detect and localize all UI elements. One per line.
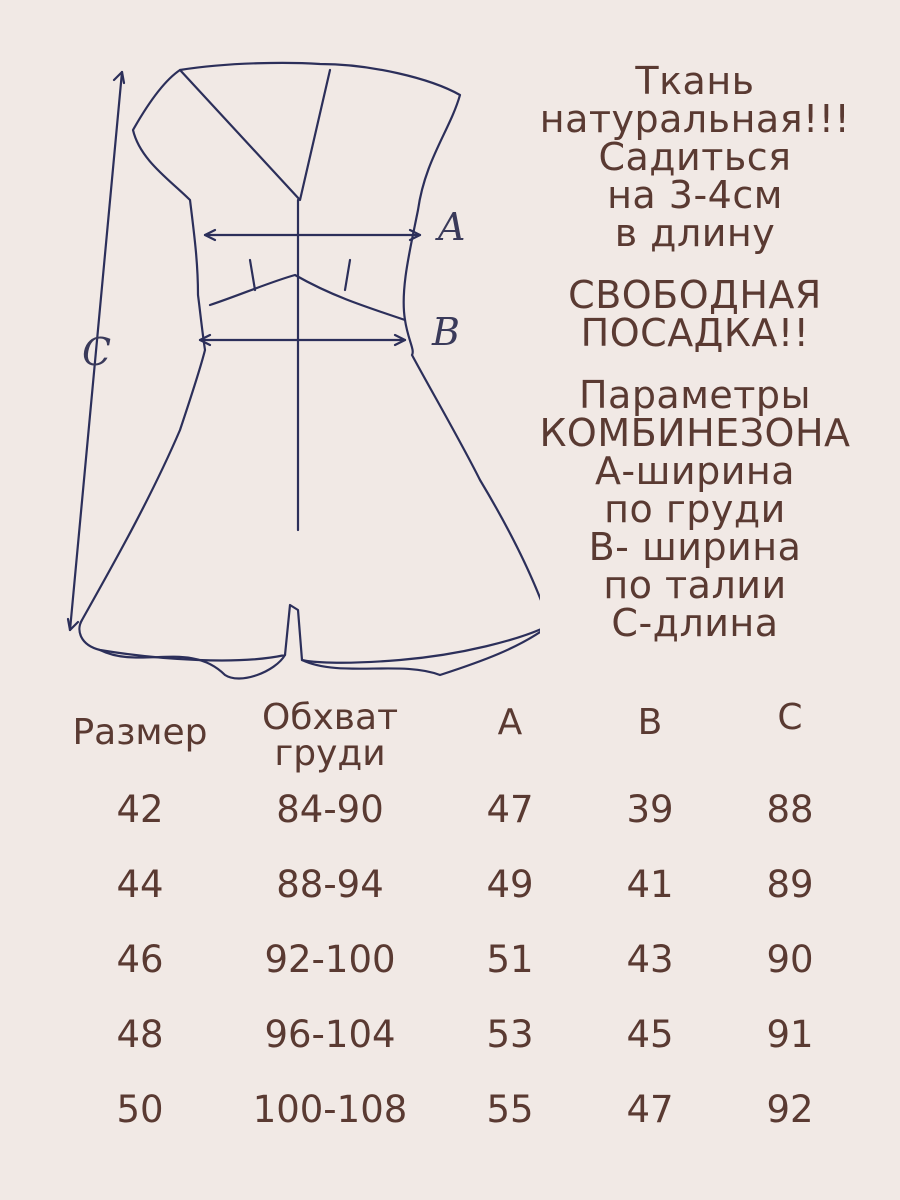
note-line: ПОСАДКА!! xyxy=(580,311,810,355)
header-bust-line: Обхват xyxy=(261,697,399,738)
notes-panel xyxy=(505,59,885,666)
table-cell: 100-108 xyxy=(252,1088,408,1131)
table-cell: 49 xyxy=(486,863,534,906)
note-line: на 3-4см xyxy=(607,173,783,217)
table-cell: 92-100 xyxy=(264,938,396,981)
note-line: Садиться xyxy=(598,135,792,179)
table-cell: 53 xyxy=(486,1013,534,1056)
label-a: A xyxy=(438,205,466,249)
neckline xyxy=(180,70,330,200)
table-cell: 44 xyxy=(116,863,164,906)
table-cell: 55 xyxy=(486,1088,534,1131)
note-line: С-длина xyxy=(611,601,779,645)
table-cell: 41 xyxy=(626,863,674,906)
table-cell: 84-90 xyxy=(276,788,384,831)
waist-seam xyxy=(210,275,405,320)
header-a: A xyxy=(497,702,523,743)
table-cell: 90 xyxy=(766,938,814,981)
table-cell: 46 xyxy=(116,938,164,981)
note-line: Параметры xyxy=(578,373,812,417)
header-c: C xyxy=(777,697,803,738)
label-c: C xyxy=(82,330,112,374)
fit-note xyxy=(505,273,885,355)
table-cell: 50 xyxy=(116,1088,164,1131)
note-line: Ткань xyxy=(635,59,755,103)
table-cell: 42 xyxy=(116,788,164,831)
table-cell: 47 xyxy=(626,1088,674,1131)
note-line: В- ширина xyxy=(588,525,802,569)
note-line: А-ширина xyxy=(594,449,796,493)
jumpsuit-sketch xyxy=(40,50,540,690)
bodice-outline xyxy=(79,63,540,663)
label-b: B xyxy=(432,310,460,354)
note-line: по груди xyxy=(604,487,786,531)
note-line: СВОБОДНАЯ xyxy=(568,273,822,317)
table-cell: 92 xyxy=(766,1088,814,1131)
table-cell: 91 xyxy=(766,1013,814,1056)
table-cell: 96-104 xyxy=(264,1013,396,1056)
table-cell: 39 xyxy=(626,788,674,831)
note-line: в длину xyxy=(614,211,776,255)
table-cell: 88 xyxy=(766,788,814,831)
table-cell: 51 xyxy=(486,938,534,981)
header-b: B xyxy=(637,702,663,743)
note-line: натуральная!!! xyxy=(539,97,851,141)
header-size: Размер xyxy=(72,712,208,753)
table-cell: 45 xyxy=(626,1013,674,1056)
table-cell: 48 xyxy=(116,1013,164,1056)
table-cell: 47 xyxy=(486,788,534,831)
header-bust-line: груди xyxy=(274,733,386,774)
note-line: по талии xyxy=(603,563,787,607)
table-cell: 88-94 xyxy=(276,863,384,906)
note-line: КОМБИНЕЗОНА xyxy=(539,411,851,455)
fabric-note xyxy=(505,59,885,255)
params-note xyxy=(505,373,885,645)
table-cell: 43 xyxy=(626,938,674,981)
table-cell: 89 xyxy=(766,863,814,906)
header-bust xyxy=(235,697,425,774)
